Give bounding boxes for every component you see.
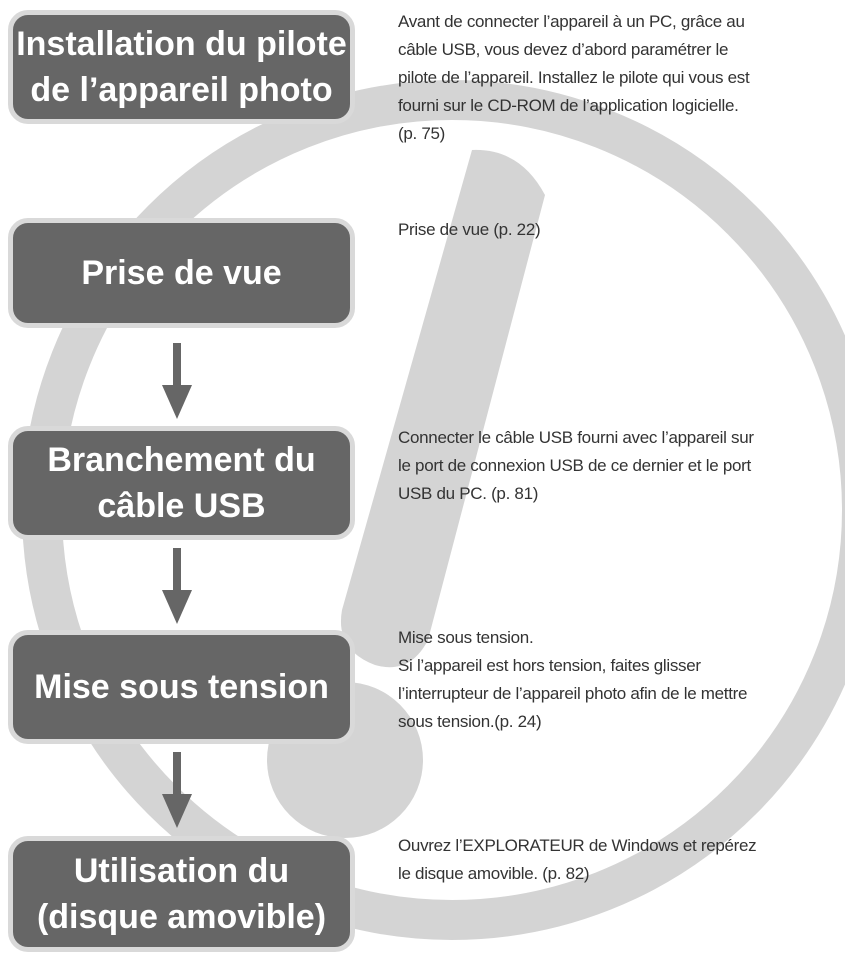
step-removable-disk: Utilisation du (disque amovible) bbox=[8, 836, 355, 952]
step-connect-usb: Branchement du câble USB bbox=[8, 426, 355, 540]
description-removable-disk: Ouvrez l’EXPLORATEUR de Windows et repérez le disque amovible. (p. 82) bbox=[398, 836, 757, 883]
arrow-down-icon bbox=[162, 548, 192, 624]
description-connect-usb: Connecter le câble USB fourni avec l’appareil sur le port de connexion USB de ce dernier et le port USB du PC. (p. 81) bbox=[398, 428, 754, 503]
step-power-on: Mise sous tension bbox=[8, 630, 355, 744]
arrow-down-icon bbox=[162, 752, 192, 828]
description-install-driver: Avant de connecter l’appareil à un PC, grâce au câble USB, vous devez d’abord paramétrer le pilote de l’appareil. Installez le pilote qui vous est fourni sur le CD-ROM de l’application logicielle. (p. 75) bbox=[398, 12, 750, 143]
arrow-down-icon bbox=[162, 343, 192, 419]
description-power-on: Mise sous tension. Si l’appareil est hors tension, faites glisser l’interrupteur de l’appareil photo afin de le mettre sous tension.(p. 24) bbox=[398, 628, 748, 731]
description-take-picture: Prise de vue (p. 22) bbox=[398, 220, 541, 239]
step-take-picture: Prise de vue bbox=[8, 218, 355, 328]
step-install-driver: Installation du pilote de l’appareil photo bbox=[8, 10, 355, 124]
